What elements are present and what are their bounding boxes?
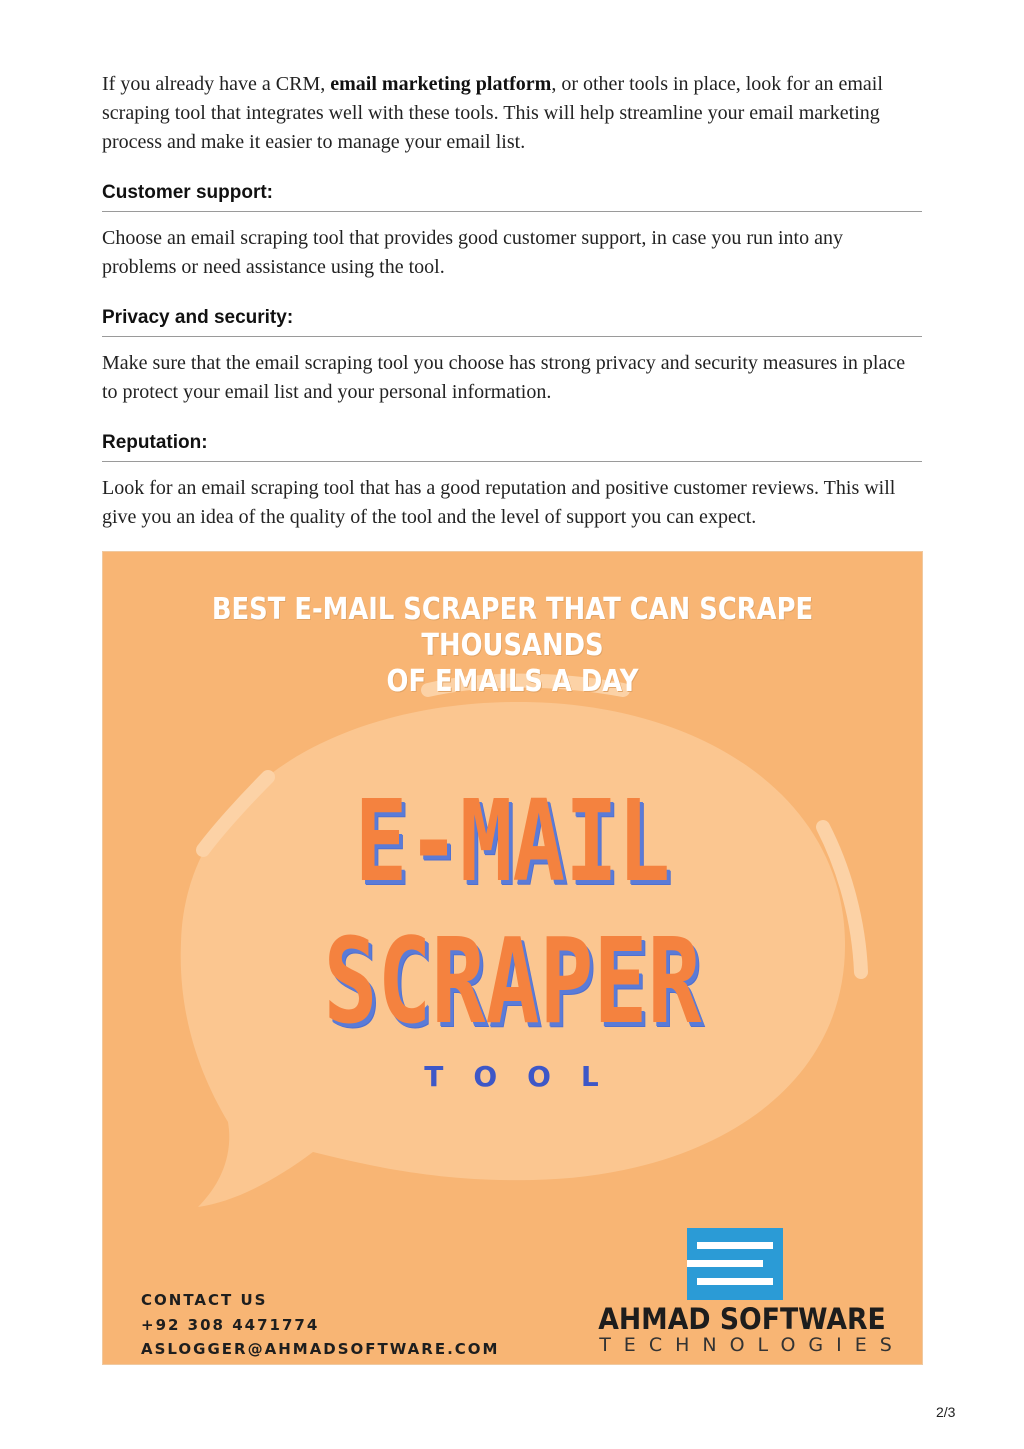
banner-headline-line1: BEST E-MAIL SCRAPER THAT CAN SCRAPE THOUSANDS xyxy=(211,592,814,663)
company-subtitle: TECHNOLOGIES xyxy=(599,1334,905,1356)
paragraph-reputation: Look for an email scraping tool that has a good reputation and positive customer reviews. This will give you an idea of the quality of the tool and the level of support you can expect. xyxy=(102,477,896,528)
contact-phone: +92 308 4471774 xyxy=(141,1315,320,1334)
banner-headline xyxy=(160,592,864,700)
logo-stripe-3 xyxy=(697,1278,773,1285)
contact-label: CONTACT US xyxy=(141,1291,268,1309)
paragraph-privacy-security: Make sure that the email scraping tool you choose has strong privacy and security measures in place to protect your email list and your personal information. xyxy=(102,352,906,403)
article-content xyxy=(102,70,922,532)
contact-email: ASLOGGER@AHMADSOFTWARE.COM xyxy=(141,1340,500,1358)
page-number: 2/3 xyxy=(936,1404,956,1420)
banner-headline-line2: OF EMAILS A DAY xyxy=(386,664,639,699)
intro-suffix: , or other tools in place, look for an email scraping tool that integrates well with these tools. This will help streamline your email marketing process and make it easier to manage your email list. xyxy=(102,73,883,153)
contact-block xyxy=(141,1288,499,1362)
ahmad-software-logo-icon xyxy=(687,1228,783,1300)
heading-privacy-security: Privacy and security: xyxy=(102,307,922,337)
intro-prefix: If you already have a CRM, xyxy=(102,73,331,95)
intro-paragraph xyxy=(102,70,922,157)
company-name: AHMAD SOFTWARE xyxy=(598,1302,886,1336)
banner-word-scraper: SCRAPER xyxy=(323,912,702,1050)
email-scraper-banner-image xyxy=(102,551,923,1365)
logo-stripe-1 xyxy=(697,1242,773,1249)
heading-customer-support: Customer support: xyxy=(102,182,922,212)
banner-word-email: E-MAIL xyxy=(354,777,671,907)
email-marketing-platform-link[interactable]: email marketing platform xyxy=(330,73,552,95)
banner-word-tool: TOOL xyxy=(424,1060,629,1093)
heading-reputation: Reputation: xyxy=(102,432,922,462)
logo-stripe-2 xyxy=(687,1260,763,1267)
paragraph-customer-support: Choose an email scraping tool that provides good customer support, in case you run into any problems or need assistance using the tool. xyxy=(102,227,843,278)
